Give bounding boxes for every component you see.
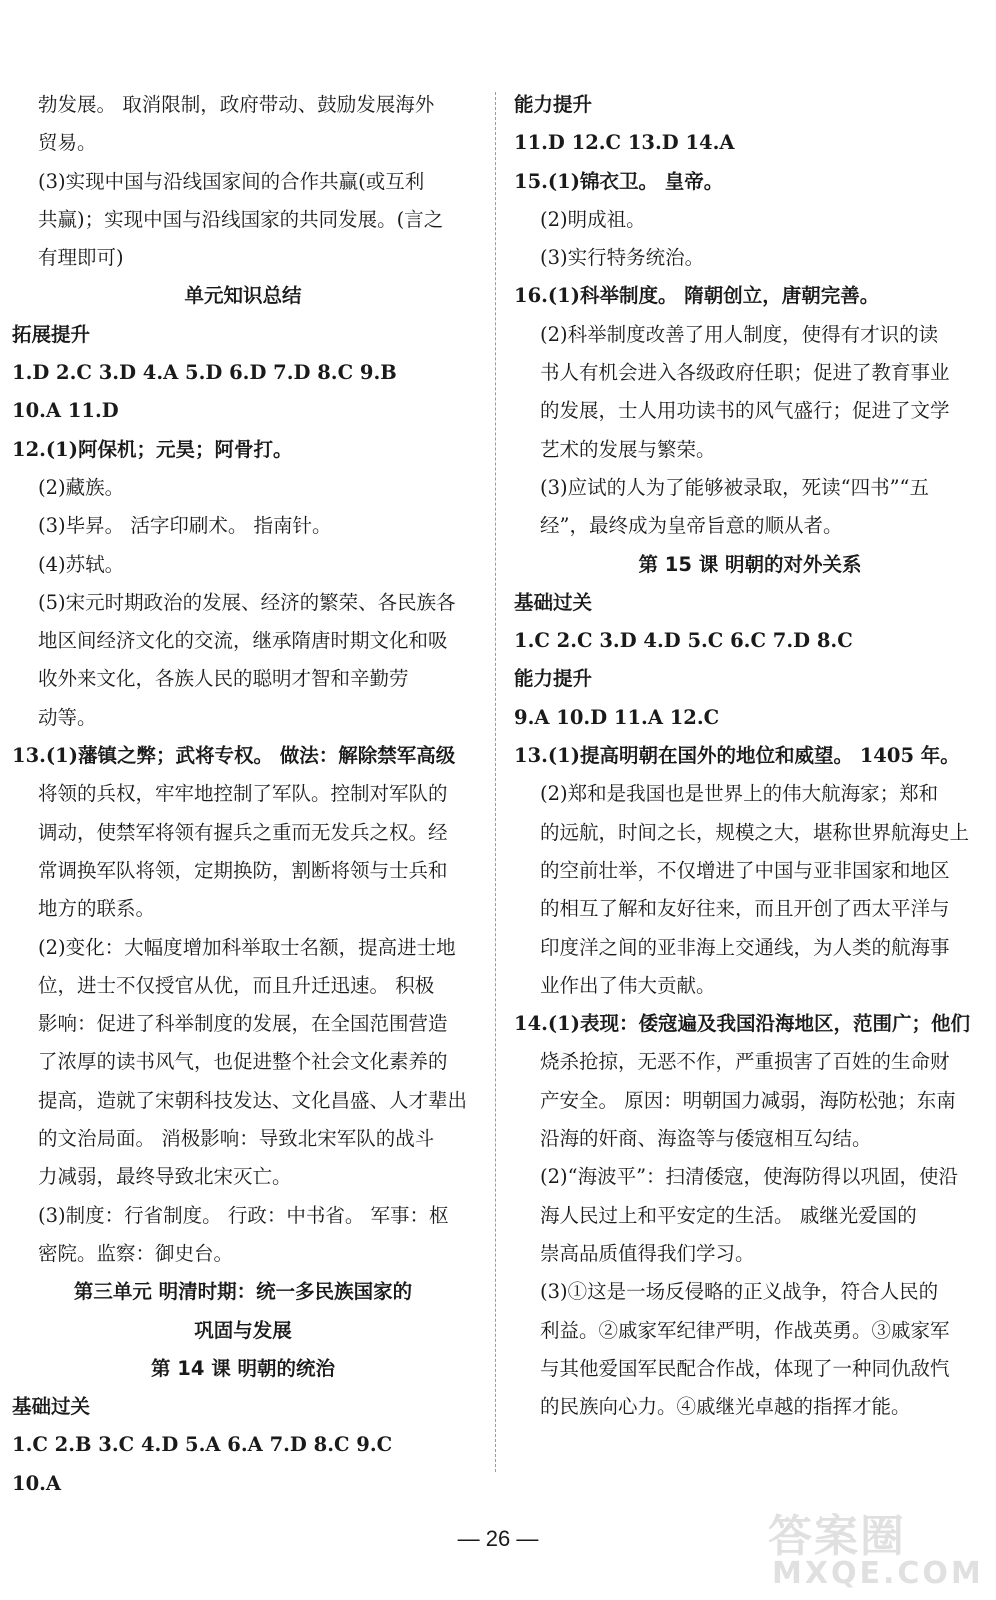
right-line: 的空前壮举，不仅增进了中国与亚非国家和地区: [540, 858, 950, 882]
watermark-logo: [768, 1500, 984, 1596]
right-line: 利益。②戚家军纪律严明，作战英勇。③戚家军: [540, 1318, 950, 1342]
right-line: 的民族向心力。④戚继光卓越的指挥才能。: [540, 1395, 911, 1419]
right-line: 书人有机会进入各级政府任职；促进了教育事业: [540, 361, 950, 385]
left-line: 13.(1)藩镇之弊；武将专权。 做法：解除禁军高级: [12, 744, 456, 768]
right-line: 的发展，士人用功读书的风气盛行；促进了文学: [540, 399, 950, 423]
right-line: 沿海的奸商、海盗等与倭寇相互勾结。: [540, 1127, 872, 1151]
left-line: 巩固与发展: [194, 1318, 292, 1342]
right-line: 14.(1)表现：倭寇遍及我国沿海地区，范围广；他们: [514, 1012, 970, 1036]
left-line: 拓展提升: [12, 322, 91, 346]
left-line: 力减弱，最终导致北宋灭亡。: [38, 1165, 292, 1189]
right-line: (2)“海波平”：扫清倭寇，使海防得以巩固，使沿: [540, 1165, 959, 1189]
right-line: 业作出了伟大贡献。: [540, 973, 716, 997]
left-line: 基础过关: [12, 1395, 91, 1419]
left-line: 第三单元 明清时期：统一多民族国家的: [73, 1280, 413, 1304]
left-line: (3)实现中国与沿线国家间的合作共赢(或互利: [38, 169, 425, 193]
left-line: 10.A: [12, 1471, 62, 1495]
right-line: 的远航，时间之长，规模之大，堪称世界航海史上: [540, 820, 970, 844]
right-line: 1.C 2.C 3.D 4.D 5.C 6.C 7.D 8.C: [514, 629, 853, 653]
column-divider: [495, 92, 496, 1472]
right-line: (2)科举制度改善了用人制度，使得有才识的读: [540, 322, 939, 346]
left-line: 1.C 2.B 3.C 4.D 5.A 6.A 7.D 8.C 9.C: [12, 1433, 393, 1457]
left-line: (2)藏族。: [38, 475, 125, 499]
right-line: 印度洋之间的亚非海上交通线，为人类的航海事: [540, 935, 950, 959]
right-line: 艺术的发展与繁荣。: [540, 437, 716, 461]
left-line: 勃发展。 取消限制，政府带动、鼓励发展海外: [38, 93, 435, 116]
page-number: — 26 —: [457, 1526, 539, 1551]
left-line: 10.A 11.D: [12, 399, 119, 423]
left-line: 位，进士不仅授官从优，而且升迁迅速。 积极: [38, 973, 435, 997]
left-line: 提高，造就了宋朝科技发达、文化昌盛、人才辈出: [38, 1088, 468, 1112]
right-line: 16.(1)科举制度。 隋朝创立，唐朝完善。: [514, 284, 880, 308]
right-line: (3)①这是一场反侵略的正义战争，符合人民的: [540, 1280, 939, 1304]
watermark-main: 答案圈: [768, 1511, 906, 1562]
left-line: (2)变化：大幅度增加科举取士名额，提高进士地: [38, 935, 456, 959]
right-line: 9.A 10.D 11.A 12.C: [514, 705, 720, 729]
left-line: 1.D 2.C 3.D 4.A 5.D 6.D 7.D 8.C 9.B: [12, 361, 397, 385]
right-line: 崇高品质值得我们学习。: [540, 1241, 755, 1265]
left-line: (3)制度：行省制度。 行政：中书省。 军事：枢: [38, 1203, 449, 1227]
left-line: 密院。监察：御史台。: [38, 1241, 234, 1265]
right-line: (2)郑和是我国也是世界上的伟大航海家；郑和: [540, 782, 939, 806]
right-line: 11.D 12.C 13.D 14.A: [514, 131, 735, 155]
left-line: 收外来文化，各族人民的聪明才智和辛勤劳: [38, 667, 409, 691]
watermark-sub: MXQE.COM: [772, 1556, 984, 1591]
right-column: [514, 86, 986, 1426]
left-line: 地区间经济文化的交流，继承隋唐时期文化和吸: [38, 629, 448, 653]
left-line: 将领的兵权，牢牢地控制了军队。控制对军队的: [38, 782, 448, 806]
right-line: 产安全。 原因：明朝国力减弱，海防松弛；东南: [540, 1088, 956, 1112]
right-line: 15.(1)锦衣卫。 皇帝。: [514, 169, 724, 193]
left-line: 常调换军队将领，定期换防，割断将领与士兵和: [38, 858, 448, 882]
right-line: 13.(1)提高明朝在国外的地位和威望。 1405 年。: [514, 744, 960, 768]
right-line: 基础过关: [514, 590, 593, 614]
right-line: 烧杀抢掠，无恶不作，严重损害了百姓的生命财: [540, 1050, 950, 1074]
left-line: 影响：促进了科举制度的发展，在全国范围营造: [38, 1012, 448, 1036]
left-line: 有理即可): [38, 246, 124, 270]
right-line: (2)明成祖。: [540, 207, 646, 231]
left-line: 第 14 课 明朝的统治: [150, 1356, 335, 1380]
right-line: 的相互了解和友好往来，而且开创了西太平洋与: [540, 897, 950, 921]
left-line: (5)宋元时期政治的发展、经济的繁荣、各民族各: [38, 590, 456, 614]
right-line: (3)实行特务统治。: [540, 246, 705, 270]
left-column: [12, 86, 474, 1503]
left-line: 单元知识总结: [184, 284, 302, 308]
left-line: 的文治局面。 消极影响：导致北宋军队的战斗: [38, 1127, 435, 1151]
left-line: 地方的联系。: [38, 897, 156, 921]
left-line: 了浓厚的读书风气，也促进整个社会文化素养的: [38, 1050, 448, 1074]
left-line: (3)毕昇。 活字印刷术。 指南针。: [38, 514, 332, 538]
left-line: 调动，使禁军将领有握兵之重而无发兵之权。经: [38, 820, 448, 844]
right-line: 与其他爱国军民配合作战，体现了一种同仇敌忾: [540, 1356, 950, 1380]
right-line: 经”，最终成为皇帝旨意的顺从者。: [540, 514, 843, 538]
left-line: 动等。: [38, 705, 97, 729]
right-line: 能力提升: [514, 667, 593, 691]
right-line: 能力提升: [514, 93, 593, 116]
left-line: (4)苏轼。: [38, 552, 125, 576]
right-line: 第 15 课 明朝的对外关系: [638, 552, 862, 576]
left-line: 共赢)；实现中国与沿线国家的共同发展。(言之: [38, 207, 444, 231]
right-line: (3)应试的人为了能够被录取，死读“四书”“五: [540, 475, 930, 499]
right-line: 海人民过上和平安定的生活。 戚继光爱国的: [540, 1203, 917, 1227]
left-line: 12.(1)阿保机；元昊；阿骨打。: [12, 437, 293, 461]
left-line: 贸易。: [38, 131, 97, 155]
